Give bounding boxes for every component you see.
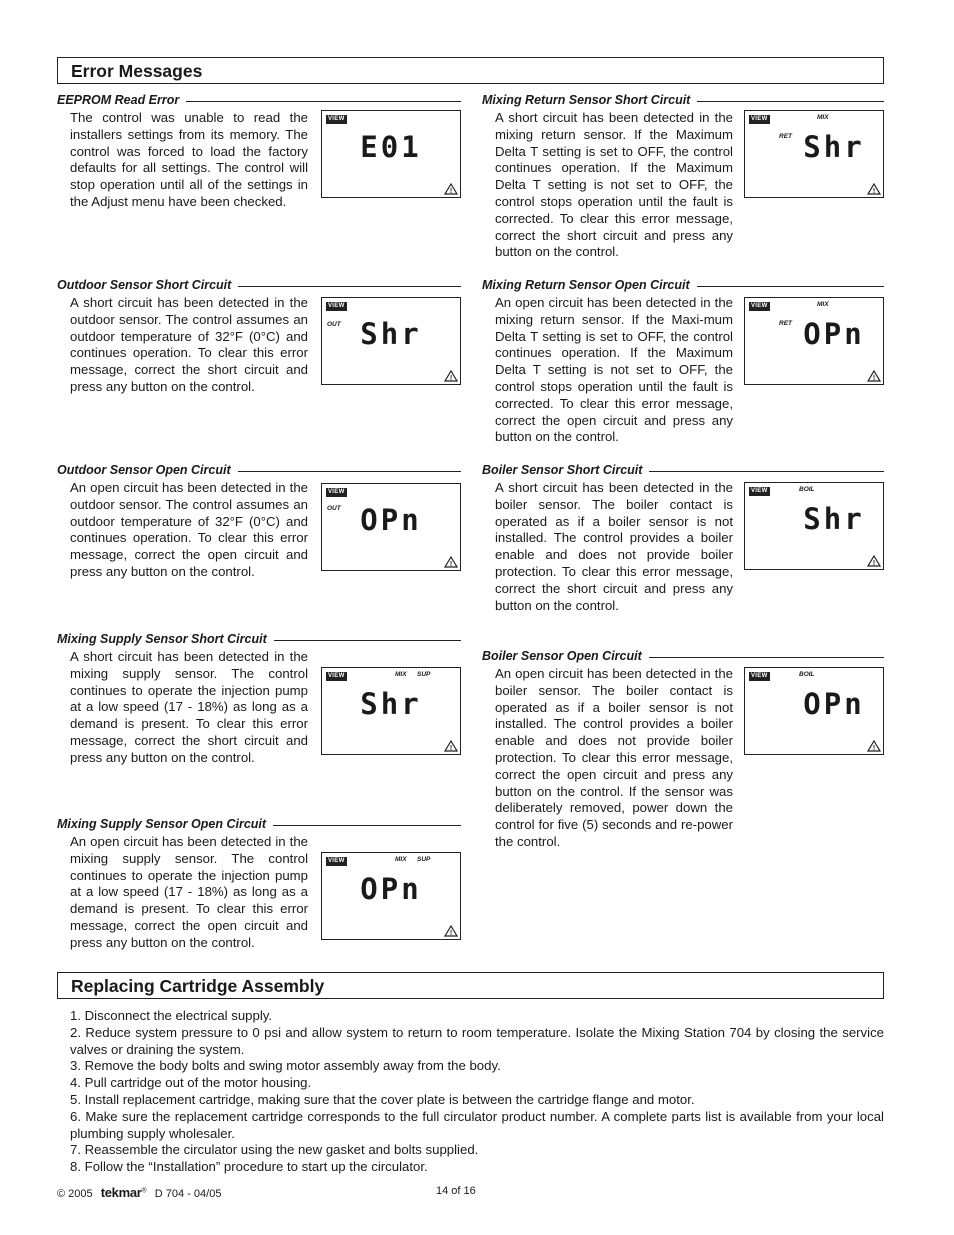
segment-readout: OPn: [803, 687, 865, 721]
lcd-display-mix-return-open: [744, 297, 884, 385]
view-label: VIEW: [751, 488, 768, 494]
svg-text:!: !: [449, 745, 453, 752]
mix-label: MIX: [817, 301, 829, 308]
warning-icon: [867, 555, 881, 567]
entry-title: Outdoor Sensor Open Circuit: [57, 463, 238, 477]
view-label: VIEW: [328, 116, 345, 122]
segment-readout: OPn: [803, 317, 865, 351]
segment-readout: OPn: [360, 872, 422, 906]
entry-body: A short circuit has been detected in the outdoor sensor. The control assumes an outdoor temperature of 32°F (0°C) and continues operation. To clear this error message, correct the short circuit and press any button on the control.: [70, 295, 308, 394]
view-label: VIEW: [328, 303, 345, 309]
replacing-cartridge-header: [57, 972, 884, 999]
entry-title: Outdoor Sensor Short Circuit: [57, 278, 238, 292]
boil-label: BOIL: [799, 671, 815, 678]
entry-body: A short circuit has been detected in the mixing return sensor. If the Maximum Delta T setting is set to OFF, the control continues operation. If the Maximum Delta T setting is not set to OFF, the control stops operation until the fault is corrected. To clear this error message, correct the short circuit and press any button on the control.: [495, 110, 733, 260]
view-label: VIEW: [328, 489, 345, 495]
step-item: 3. Remove the body bolts and swing motor assembly away from the body.: [70, 1058, 501, 1074]
copyright: © 2005: [57, 1188, 93, 1200]
warning-icon: [444, 556, 458, 568]
segment-readout: Shr: [803, 130, 865, 164]
lcd-display-boiler-open: [744, 667, 884, 755]
error-messages-header: [57, 57, 884, 84]
boil-label: BOIL: [799, 486, 815, 493]
step-item: 7. Reassemble the circulator using the new gasket and bolts supplied.: [70, 1142, 479, 1158]
entry-title: Boiler Sensor Open Circuit: [482, 649, 649, 663]
section-title: Error Messages: [71, 61, 203, 81]
warning-icon: [444, 370, 458, 382]
registered-mark: ®: [141, 1187, 147, 1195]
warning-icon: [444, 183, 458, 195]
brand-logo: tekmar: [100, 1185, 142, 1200]
segment-readout: Shr: [360, 687, 422, 721]
svg-text:!: !: [872, 745, 876, 752]
svg-text:!: !: [449, 930, 453, 937]
svg-text:!: !: [449, 188, 453, 195]
entry-title: Mixing Supply Sensor Short Circuit: [57, 632, 274, 646]
entry-body: A short circuit has been detected in the boiler sensor. The boiler contact is operated as if a boiler sensor is not installed. The control provides a boiler enable and does not provide boiler protection. To clear this error message, correct the short circuit and press any button on the control.: [495, 480, 733, 613]
step-item: 2. Reduce system pressure to 0 psi and allow system to return to room temperature. Isolate the Mixing Station 704 by closing the service valves or draining the system.: [70, 1024, 884, 1057]
segment-readout: E01: [360, 130, 422, 164]
footer-left: [57, 1185, 221, 1200]
step-item: 8. Follow the “Installation” procedure to start up the circulator.: [70, 1159, 428, 1175]
view-label: VIEW: [751, 673, 768, 679]
step-item: 5. Install replacement cartridge, making sure that the cover plate is between the cartridge flange and motor.: [70, 1091, 695, 1107]
svg-text:!: !: [872, 375, 876, 382]
section-title: Replacing Cartridge Assembly: [71, 976, 325, 996]
out-label: OUT: [327, 321, 341, 328]
sup-label: SUP: [417, 856, 431, 863]
entry-body: An open circuit has been detected in the mixing supply sensor. The control continues to operate the injection pump at a low speed (17 - 18%) as long as a demand is present. To clear this error message, correct the open circuit and press any button on the control.: [70, 834, 308, 950]
mix-label: MIX: [395, 856, 407, 863]
segment-readout: OPn: [360, 503, 422, 537]
warning-icon: [444, 740, 458, 752]
lcd-display-eeprom: [321, 110, 461, 198]
view-label: VIEW: [328, 673, 345, 679]
view-label: VIEW: [751, 303, 768, 309]
entry-title: EEPROM Read Error: [57, 93, 186, 107]
lcd-display-mix-supply-short: [321, 667, 461, 755]
ret-label: RET: [779, 133, 792, 140]
warning-icon: [867, 183, 881, 195]
entry-title: Mixing Supply Sensor Open Circuit: [57, 817, 273, 831]
out-label: OUT: [327, 505, 341, 512]
view-label: VIEW: [328, 858, 345, 864]
step-item: 6. Make sure the replacement cartridge corresponds to the full circulator product number. A complete parts list is available from your local plumbing supply wholesaler.: [70, 1108, 884, 1141]
svg-text:!: !: [449, 561, 453, 568]
entry-body: An open circuit has been detected in the outdoor sensor. The control assumes an outdoor temperature of 32°F (0°C) and continues operation. To clear this error message, correct the open circuit and press any button on the control.: [70, 480, 308, 579]
svg-text:!: !: [872, 188, 876, 195]
entry-title: Mixing Return Sensor Short Circuit: [482, 93, 697, 107]
entry-title: Mixing Return Sensor Open Circuit: [482, 278, 697, 292]
lcd-display-boiler-short: [744, 482, 884, 570]
lcd-display-outdoor-short: [321, 297, 461, 385]
lcd-display-mix-return-short: [744, 110, 884, 198]
entry-body: A short circuit has been detected in the mixing supply sensor. The control continues to operate the injection pump at a low speed (17 - 18%) as long as a demand is present. To clear this error message, correct the short circuit and press any button on the control.: [70, 649, 308, 765]
document-number: D 704 - 04/05: [154, 1188, 222, 1200]
entry-title: Boiler Sensor Short Circuit: [482, 463, 649, 477]
replacement-steps: [70, 1008, 884, 1176]
warning-icon: [867, 370, 881, 382]
svg-text:!: !: [449, 375, 453, 382]
warning-icon: [444, 925, 458, 937]
warning-icon: [867, 740, 881, 752]
mix-label: MIX: [817, 114, 829, 121]
sup-label: SUP: [417, 671, 431, 678]
lcd-display-outdoor-open: [321, 483, 461, 571]
view-label: VIEW: [751, 116, 768, 122]
svg-text:!: !: [872, 560, 876, 567]
ret-label: RET: [779, 320, 792, 327]
entry-body: An open circuit has been detected in the boiler sensor. The boiler contact is operated as if a boiler sensor is not installed. The control provides a boiler enable and does not provide boiler protection. To clear this error message, correct the open circuit and press any button on the control. If the sensor was deliberately removed, power down the control for five (5) seconds and re-power the control.: [495, 666, 733, 849]
page-number: 14 of 16: [436, 1185, 476, 1197]
step-item: 1. Disconnect the electrical supply.: [70, 1008, 273, 1023]
entry-body: The control was unable to read the installers settings from its memory. The control was forced to load the factory defaults for all settings. The control will stop operation until all of the settings in the Adjust menu have been checked.: [70, 110, 308, 209]
segment-readout: Shr: [803, 502, 865, 536]
mix-label: MIX: [395, 671, 407, 678]
step-item: 4. Pull cartridge out of the motor housing.: [70, 1075, 312, 1091]
segment-readout: Shr: [360, 317, 422, 351]
entry-body: An open circuit has been detected in the mixing return sensor. If the Maxi-mum Delta T setting is set to OFF, the control continues operation. If the Maximum Delta T setting is not set to OFF, the control stops operation until the fault is corrected. To clear this error message, correct the open circuit and press any button on the control.: [495, 295, 733, 445]
lcd-display-mix-supply-open: [321, 852, 461, 940]
